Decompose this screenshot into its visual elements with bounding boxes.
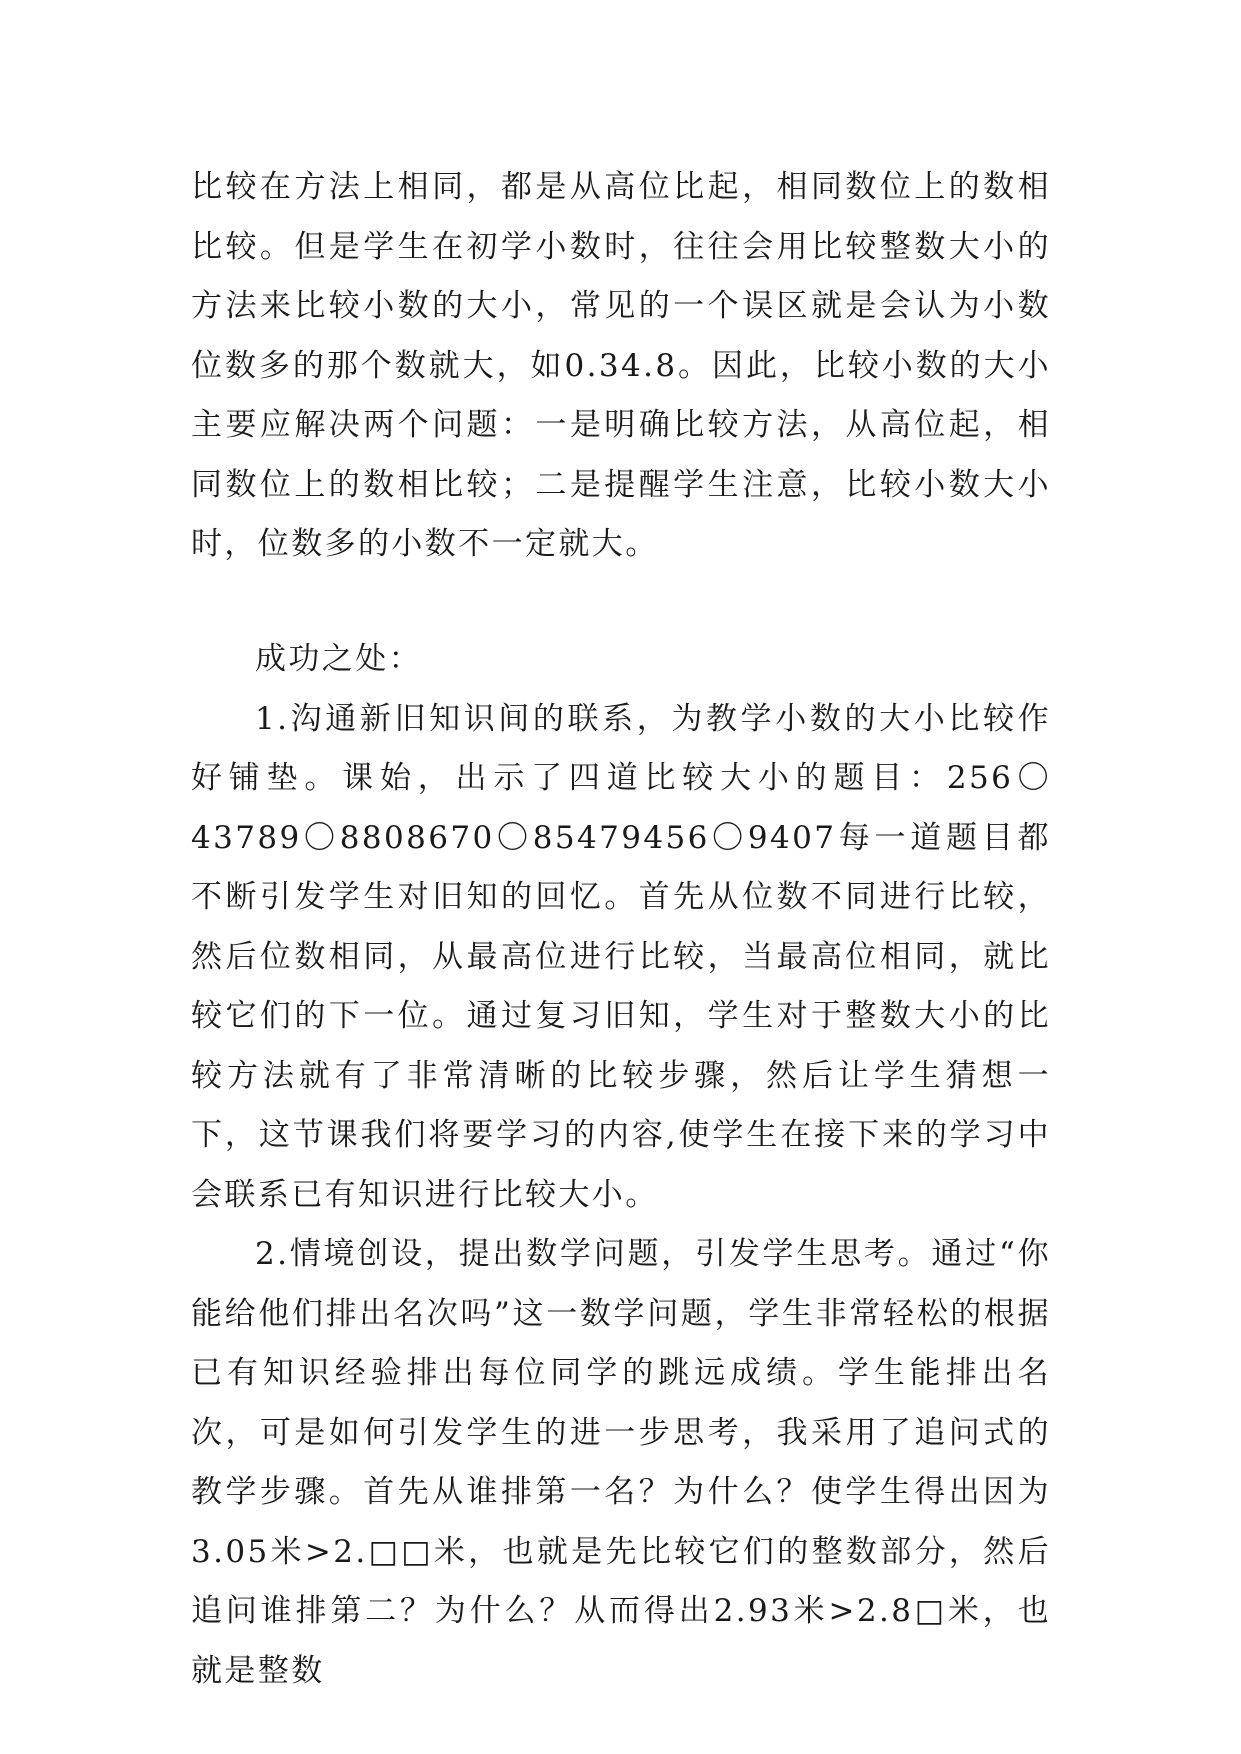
success-heading: 成功之处： <box>255 641 422 677</box>
success-section <box>191 630 1051 1701</box>
intro-paragraph: 比较在方法上相同，都是从高位比起，相同数位上的数相比较。但是学生在初学小数时，往往会用比较整数大小的方法来比较小数的大小，常见的一个误区就是会认为小数位数多的那个数就大，如0.34.8。因此，比较小数的大小主要应解决两个问题：一是明确比较方法，从高位起，相同数位上的数相比较；二是提醒学生注意，比较小数大小时，位数多的小数不一定就大。 <box>191 169 1051 562</box>
success-point-2: 2.情境创设，提出数学问题，引发学生思考。通过“你能给他们排出名次吗”这一数学问题，学生非常轻松的根据已有知识经验排出每位同学的跳远成绩。学生能排出名次，可是如何引发学生的进一步思考，我采用了追问式的教学步骤。首先从谁排第一名？为什么？使学生得出因为3.05米>2.□□米，也就是先比较它们的整数部分，然后追问谁排第二？为什么？从而得出2.93米>2.8□米，也就是整数 <box>191 1236 1051 1689</box>
success-point-1: 1.沟通新旧知识间的联系，为教学小数的大小比较作好铺垫。课始，出示了四道比较大小的题目：256〇43789〇8808670〇85479456〇9407每一道题目都不断引发学生对旧知的回忆。首先从位数不同进行比较，然后位数相同，从最高位进行比较，当最高位相同，就比较它们的下一位。通过复习旧知，学生对于整数大小的比较方法就有了非常清晰的比较步骤，然后让学生猜想一下，这节课我们将要学习的内容,使学生在接下来的学习中会联系已有知识进行比较大小。 <box>191 700 1051 1213</box>
intro-block <box>191 158 1051 575</box>
